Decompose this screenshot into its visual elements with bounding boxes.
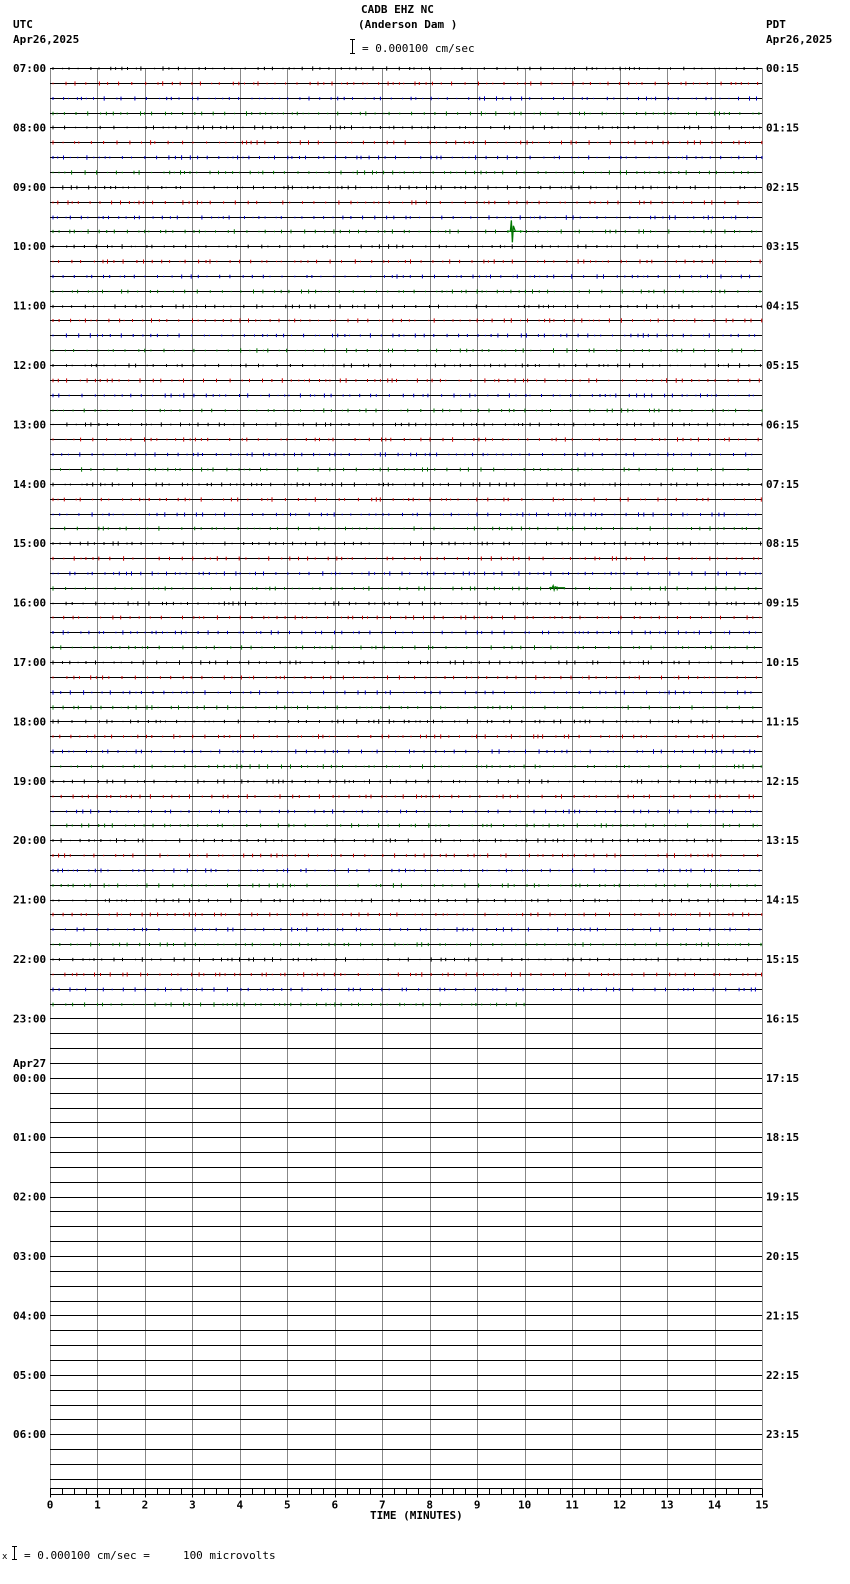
- x-tick-label: 0: [46, 1498, 54, 1512]
- left-time-label: 12:00: [13, 359, 47, 372]
- x-tick-label: 6: [331, 1498, 339, 1512]
- right-time-label: 14:15: [766, 893, 800, 907]
- right-time-label: 19:15: [766, 1190, 800, 1204]
- x-tick-label: 5: [284, 1498, 291, 1512]
- right-time-label: 07:15: [766, 477, 800, 491]
- right-time-label: 03:15: [766, 240, 800, 254]
- left-time-label: 05:00: [13, 1368, 47, 1382]
- right-time-label: 01:15: [766, 121, 800, 135]
- x-tick-label: 7: [378, 1498, 386, 1512]
- seismic-event: [507, 220, 523, 242]
- x-tick-label: 8: [426, 1498, 434, 1512]
- right-date: Apr26,2025: [766, 33, 833, 46]
- x-tick-label: 15: [755, 1498, 769, 1512]
- left-time-label: 20:00: [13, 834, 47, 848]
- left-time-label: 09:00: [13, 180, 47, 194]
- left-date-label: Apr27: [13, 1056, 47, 1070]
- right-time-label: 09:15: [766, 596, 800, 610]
- right-time-label: 20:15: [766, 1250, 800, 1263]
- left-date: Apr26,2025: [13, 33, 80, 46]
- right-time-label: 23:15: [766, 1428, 800, 1442]
- right-time-label: 08:15: [766, 537, 800, 551]
- footer-scale-bar: [14, 1546, 15, 1560]
- x-tick-label: 9: [473, 1498, 481, 1512]
- left-time-label: 17:00: [13, 656, 47, 669]
- right-time-label: 00:15: [766, 62, 800, 75]
- left-time-label: 21:00: [13, 893, 47, 907]
- station-title: CADB EHZ NC: [361, 3, 434, 16]
- left-time-label: 06:00: [13, 1428, 47, 1442]
- right-time-label: 18:15: [766, 1131, 800, 1145]
- station-location: (Anderson Dam ): [358, 18, 458, 31]
- x-axis-title: TIME (MINUTES): [370, 1509, 463, 1522]
- left-time-label: 01:00: [13, 1131, 47, 1145]
- x-tick-label: 13: [660, 1498, 674, 1512]
- right-time-label: 02:15: [766, 180, 800, 194]
- right-time-label: 11:15: [766, 715, 800, 729]
- left-time-label: 00:00: [13, 1071, 47, 1085]
- footer-scale-prefix: x: [2, 1552, 8, 1562]
- header-scale-text: = 0.000100 cm/sec: [362, 42, 475, 55]
- left-time-label: 13:00: [13, 418, 47, 432]
- left-time-label: 02:00: [13, 1190, 47, 1204]
- left-time-label: 15:00: [13, 537, 47, 551]
- x-tick-label: 1: [94, 1498, 101, 1512]
- left-timezone: UTC: [13, 18, 33, 31]
- right-time-label: 12:15: [766, 774, 800, 788]
- right-time-label: 21:15: [766, 1309, 800, 1323]
- right-time-label: 05:15: [766, 359, 800, 372]
- left-time-label: 16:00: [13, 596, 47, 610]
- right-time-label: 10:15: [766, 656, 800, 669]
- right-time-label: 13:15: [766, 834, 800, 848]
- left-time-label: 19:00: [13, 774, 47, 788]
- x-tick-label: 4: [236, 1498, 244, 1512]
- right-time-label: 04:15: [766, 299, 800, 313]
- left-time-label: 03:00: [13, 1250, 47, 1263]
- footer-scale-text: = 0.000100 cm/sec = 100 microvolts: [24, 1549, 276, 1562]
- right-time-label: 06:15: [766, 418, 800, 432]
- left-time-label: 23:00: [13, 1012, 47, 1026]
- right-time-label: 17:15: [766, 1071, 800, 1085]
- x-tick-label: 2: [141, 1498, 149, 1512]
- left-time-label: 22:00: [13, 953, 47, 966]
- x-tick-label: 14: [707, 1498, 722, 1512]
- left-time-label: 11:00: [13, 299, 47, 313]
- x-tick-label: 10: [518, 1498, 532, 1512]
- left-time-label: 18:00: [13, 715, 47, 729]
- right-time-label: 15:15: [766, 953, 800, 966]
- x-tick-label: 3: [189, 1498, 196, 1512]
- left-time-label: 08:00: [13, 121, 47, 135]
- x-tick-label: 11: [565, 1498, 579, 1512]
- left-time-label: 04:00: [13, 1309, 47, 1323]
- x-tick-label: 12: [612, 1498, 627, 1512]
- left-time-label: 14:00: [13, 477, 47, 491]
- right-time-label: 16:15: [766, 1012, 800, 1026]
- right-time-label: 22:15: [766, 1368, 800, 1382]
- left-time-label: 07:00: [13, 62, 47, 75]
- right-timezone: PDT: [766, 18, 786, 31]
- left-time-label: 10:00: [13, 240, 47, 254]
